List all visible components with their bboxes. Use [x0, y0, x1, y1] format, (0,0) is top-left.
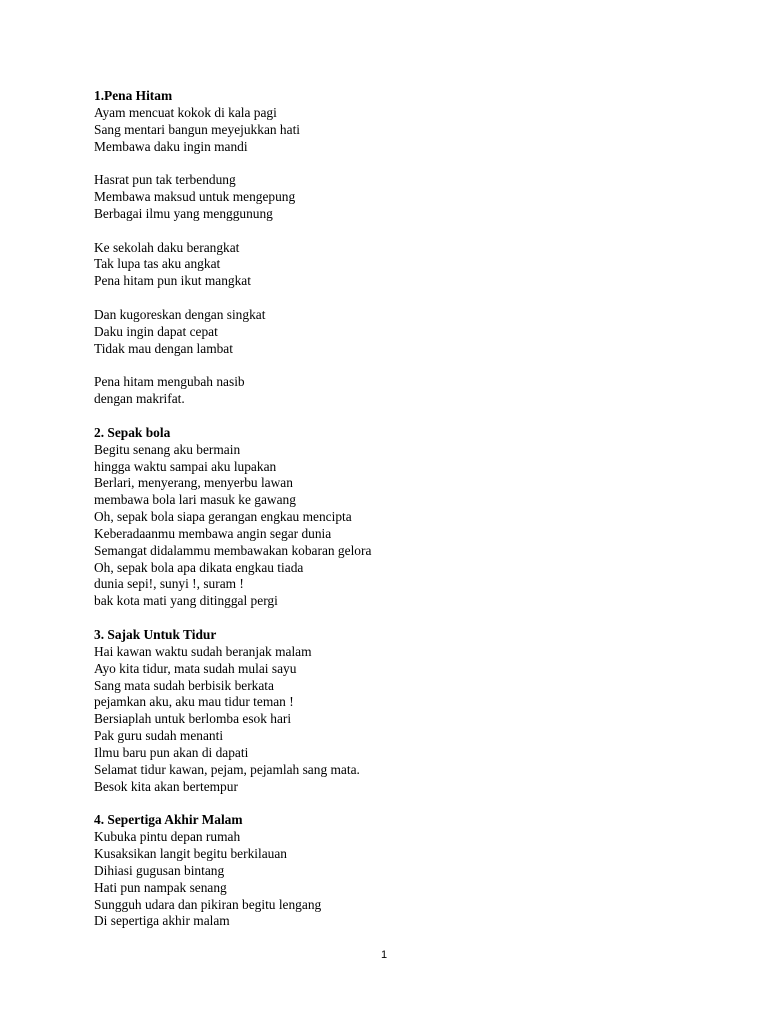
poem-line: Besok kita akan bertempur: [94, 778, 238, 794]
poem-line: Ayam mencuat kokok di kala pagi: [94, 104, 277, 120]
poem-line: Selamat tidur kawan, pejam, pejamlah sang mata.: [94, 761, 360, 777]
poem-line: membawa bola lari masuk ke gawang: [94, 492, 296, 508]
stanza-gap: [94, 223, 734, 240]
poem-line: Sang mata sudah berbisik berkata: [94, 677, 274, 693]
poem-title: 1.Pena Hitam: [94, 88, 173, 103]
poem-line: Pena hitam mengubah nasib: [94, 374, 245, 390]
poem-line: Hati pun nampak senang: [94, 879, 227, 895]
poem-line: dunia sepi!, sunyi !, suram !: [94, 576, 244, 592]
poem-gap: [94, 408, 734, 425]
poem-line: Pak guru sudah menanti: [94, 728, 224, 744]
stanza-gap: [94, 290, 734, 307]
poem-title: 2. Sepak bola: [94, 424, 171, 440]
document-page: [94, 88, 734, 930]
poem-line: dengan makrifat.: [94, 391, 185, 407]
poem-line: Kubuka pintu depan rumah: [94, 829, 241, 845]
poem-line: Berlari, menyerang, menyerbu lawan: [94, 475, 293, 491]
poem-gap: [94, 795, 734, 812]
poem-line: Pena hitam pun ikut mangkat: [94, 273, 251, 289]
page-number: 1: [380, 949, 388, 961]
poem-line: Ilmu baru pun akan di dapati: [94, 744, 249, 760]
poem-line: Oh, sepak bola apa dikata engkau tiada: [94, 559, 304, 575]
poem-line: Hasrat pun tak terbendung: [94, 172, 236, 188]
poem-line: Ayo kita tidur, mata sudah mulai sayu: [94, 660, 297, 676]
poem-line: Tak lupa tas aku angkat: [94, 256, 221, 272]
poem-line: Bersiaplah untuk berlomba esok hari: [94, 711, 292, 727]
poem-line: Kusaksikan langit begitu berkilauan: [94, 845, 288, 861]
poem-line: Membawa daku ingin mandi: [94, 138, 248, 154]
stanza-gap: [94, 155, 734, 172]
poem-line: Ke sekolah daku berangkat: [94, 239, 240, 255]
poem-line: Membawa maksud untuk mengepung: [94, 189, 296, 205]
poem-line: Tidak mau dengan lambat: [94, 340, 233, 356]
poem-line: pejamkan aku, aku mau tidur teman !: [94, 694, 294, 710]
poem-line: Daku ingin dapat cepat: [94, 323, 218, 339]
poem-title: 4. Sepertiga Akhir Malam: [94, 812, 243, 828]
poem-line: Keberadaanmu membawa angin segar dunia: [94, 525, 332, 541]
poem-line: Hai kawan waktu sudah beranjak malam: [94, 643, 312, 659]
poem-line: Sang mentari bangun meyejukkan hati: [94, 121, 301, 137]
stanza-gap: [94, 358, 734, 375]
poem-gap: [94, 610, 734, 627]
poem-line: Oh, sepak bola siapa gerangan engkau mencipta: [94, 509, 352, 525]
poem-line: Berbagai ilmu yang menggunung: [94, 205, 273, 221]
poem-line: bak kota mati yang ditinggal pergi: [94, 593, 278, 609]
poem-line: Dan kugoreskan dengan singkat: [94, 306, 266, 322]
poem-line: Di sepertiga akhir malam: [94, 913, 230, 929]
poem-title: 3. Sajak Untuk Tidur: [94, 627, 217, 642]
poem-line: Sungguh udara dan pikiran begitu lengang: [94, 896, 322, 912]
poem-line: Dihiasi gugusan bintang: [94, 862, 225, 878]
poem-line: Semangat didalammu membawakan kobaran gelora: [94, 542, 372, 558]
poem-line: hingga waktu sampai aku lupakan: [94, 458, 277, 474]
poem-line: Begitu senang aku bermain: [94, 441, 241, 457]
